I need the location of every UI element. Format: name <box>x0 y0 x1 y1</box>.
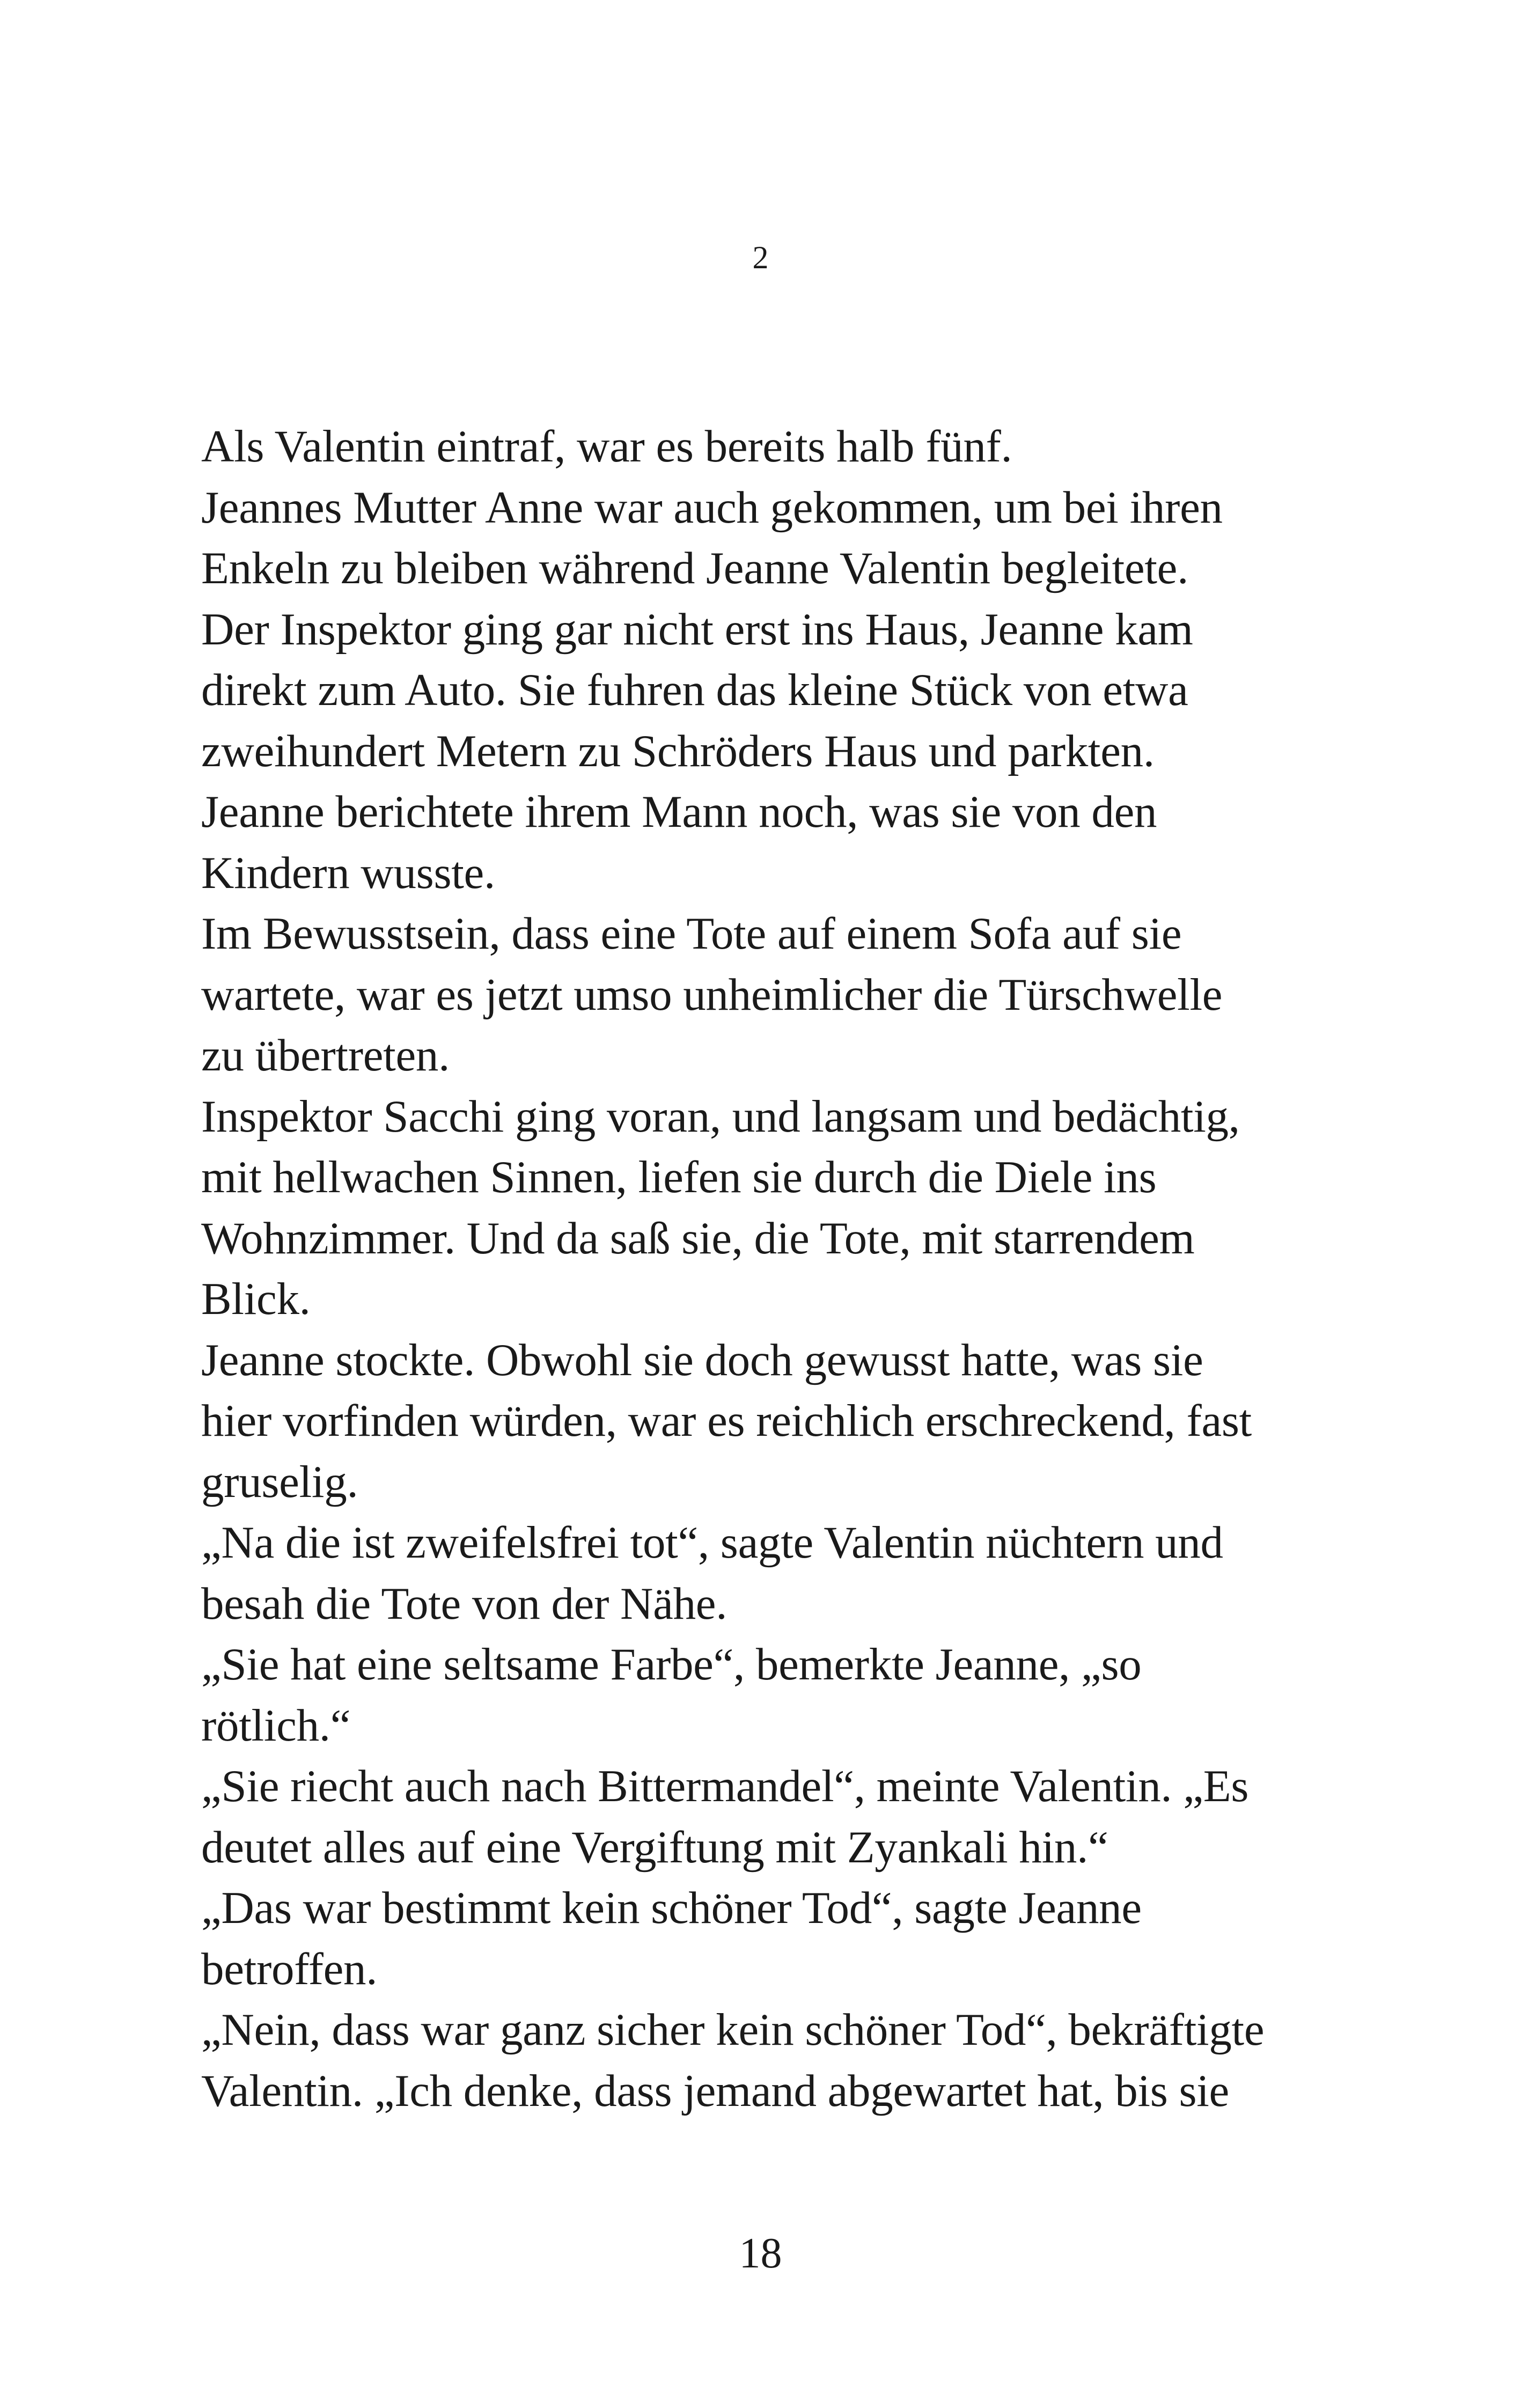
text-line: „Sie riecht auch nach Bittermandel“, meinte Valentin. „Es <box>201 1761 1249 1811</box>
text-line: Im Bewusstsein, dass eine Tote auf einem Sofa auf sie <box>201 908 1182 959</box>
text-line: betroffen. <box>201 1943 378 1994</box>
text-line: Wohnzimmer. Und da saß sie, die Tote, mit starrendem <box>201 1213 1195 1264</box>
text-line: Jeannes Mutter Anne war auch gekommen, um bei ihren <box>201 482 1223 533</box>
page-number: 18 <box>739 2230 782 2277</box>
chapter-number: 2 <box>752 240 769 275</box>
body-text <box>201 416 1339 2121</box>
text-line: deutet alles auf eine Vergiftung mit Zyankali hin.“ <box>201 1822 1108 1873</box>
text-line: zweihundert Metern zu Schröders Haus und parkten. <box>201 725 1155 776</box>
text-line: Jeanne berichtete ihrem Mann noch, was sie von den <box>201 787 1157 837</box>
text-line: „Nein, dass war ganz sicher kein schöner Tod“, bekräftigte <box>201 2005 1265 2055</box>
text-line: zu übertreten. <box>201 1030 450 1081</box>
text-line: Valentin. „Ich denke, dass jemand abgewartet hat, bis sie <box>201 2065 1229 2116</box>
text-line: rötlich.“ <box>201 1700 351 1751</box>
text-line: gruselig. <box>201 1456 358 1507</box>
text-line: Enkeln zu bleiben während Jeanne Valentin begleitete. <box>201 543 1189 593</box>
text-line: direkt zum Auto. Sie fuhren das kleine Stück von etwa <box>201 665 1188 715</box>
text-line: Blick. <box>201 1274 311 1324</box>
text-line: Der Inspektor ging gar nicht erst ins Haus, Jeanne kam <box>201 604 1193 655</box>
text-line: „Na die ist zweifelsfrei tot“, sagte Valentin nüchtern und <box>201 1517 1223 1568</box>
text-line: „Das war bestimmt kein schöner Tod“, sagte Jeanne <box>201 1883 1142 1933</box>
text-line: Inspektor Sacchi ging voran, und langsam und bedächtig, <box>201 1091 1240 1142</box>
text-line: „Sie hat eine seltsame Farbe“, bemerkte Jeanne, „so <box>201 1639 1142 1690</box>
text-line: besah die Tote von der Nähe. <box>201 1578 728 1629</box>
text-line: Jeanne stockte. Obwohl sie doch gewusst hatte, was sie <box>201 1334 1203 1385</box>
text-line: Kindern wusste. <box>201 847 495 898</box>
text-line: Als Valentin eintraf, war es bereits halb fünf. <box>201 421 1012 472</box>
text-line: hier vorfinden würden, war es reichlich erschreckend, fast <box>201 1396 1252 1446</box>
text-line: wartete, war es jetzt umso unheimlicher die Türschwelle <box>201 969 1223 1020</box>
text-line: mit hellwachen Sinnen, liefen sie durch die Diele ins <box>201 1152 1157 1202</box>
